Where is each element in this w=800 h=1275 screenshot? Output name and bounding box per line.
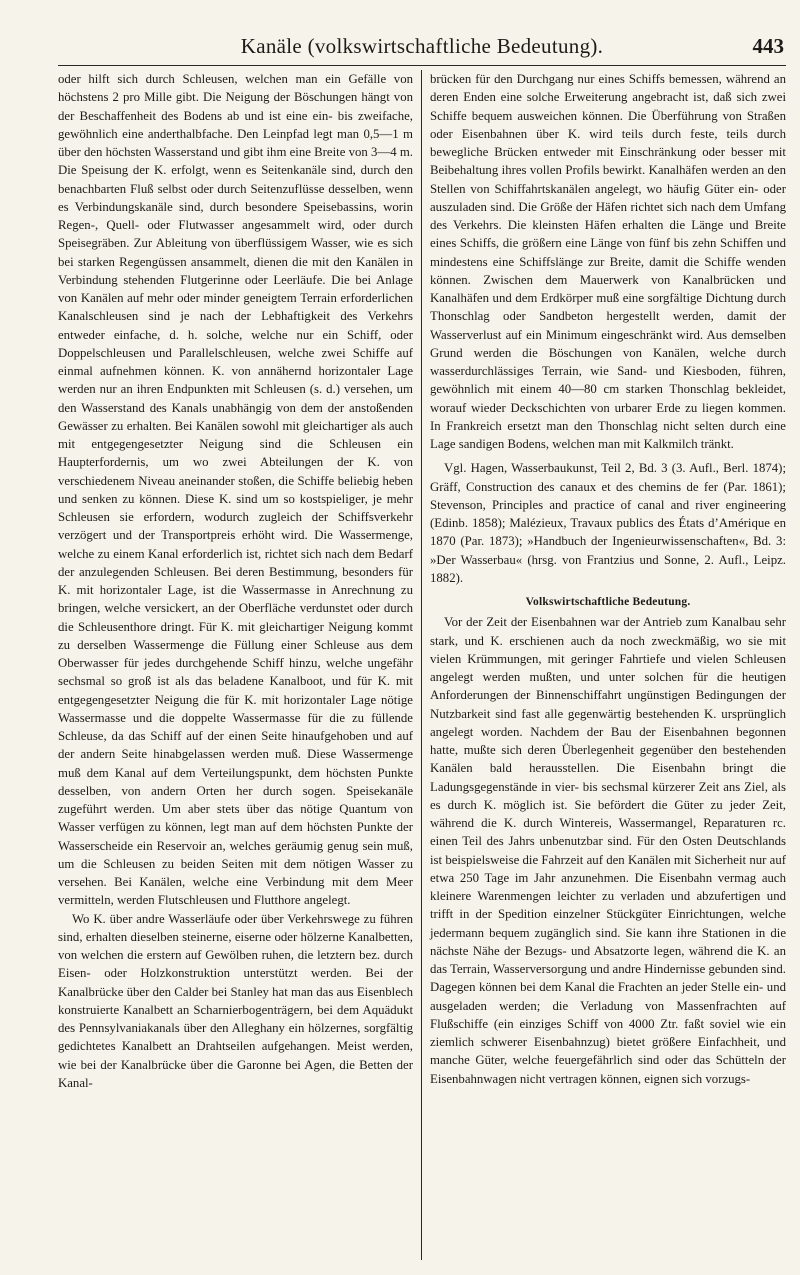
paragraph: brücken für den Durchgang nur eines Schiffs bemessen, während an deren Enden eine solche Erweiterung angebracht ist, daß sich zwei Schiffe bequem ausweichen können. Die Überführung von Straßen oder Eisenbahnen über K. wird teils durch feste, teils durch bewegliche Brücken entweder mit Einschränkung oder besser mit Beibehaltung ihres vollen Profils bewirkt. Kanalhäfen werden an den Stellen von Schiffahrtskanälen angelegt, wo häufig Güter ein- oder auszuladen sind. Die Größe der Häfen richtet sich nach dem Umfang des Verkehrs. Die kleinsten Häfen erhalten die Länge und Breite eines Schiffs, die größern eine Länge von fünf bis zehn Schiffen und mindestens eine Schiffslänge zur Breite, damit die Schiffe wenden können. Zwischen dem Mauerwerk von Kanalbrücken und Kanalhäfen und dem Erdkörper muß eine sorgfältige Dichtung durch Thonschlag oder Sandbeton hergestellt werden, damit der Wasserverlust auf ein Minimum eingeschränkt wird. Aus demselben Grund werden die Böschungen von Kanälen, welche durch wasserdurchlässiges Terrain, wie Sand- und Kiesboden, führen, gewöhnlich mit einem 40—80 cm starken Thonschlag bekleidet, worauf wieder Deckschichten von urbarer Erde zu liegen kommen. In Frankreich ersetzt man den Thonschlag nicht selten durch eine Lage sandigen Bodens, welchen man mit Kalkmilch tränkt. bbox=[430, 72, 786, 451]
text-columns bbox=[58, 70, 786, 1260]
left-column bbox=[58, 70, 422, 1260]
paragraph: Wo K. über andre Wasserläufe oder über Verkehrswege zu führen sind, erhalten dieselben steinerne, eiserne oder hölzerne Kanalbetten, von welchen die erstern auf Gewölben ruhen, die letztern bez. durch Eisen- oder Holzkonstruktion unterstützt werden. Bei der Kanalbrücke über den Calder bei Stanley hat man das aus Eisenblech konstruierte Kanalbett an Scharnierbogenträgern, bei dem Aquädukt des Pennsylvaniakanals über den Alleghany ein hölzernes, sorgfältig gedichtetes Kanalbett an Drahtseilen aufgehangen. Meist werden, wie bei der Kanalbrücke über die Garonne bei Agen, die Betten der Kanal- bbox=[58, 911, 413, 1090]
running-header bbox=[58, 26, 786, 66]
page-title: Kanäle (volkswirtschaftliche Bedeutung). bbox=[240, 34, 604, 58]
paragraph: Vor der Zeit der Eisenbahnen war der Antrieb zum Kanalbau sehr stark, und K. erschienen auch da noch zweckmäßig, wo sie mit vielen Krümmungen, mit geringer Fahrtiefe und vielen Schleusen angelegt werden mußten, und unter solchen für die heutigen Anforderungen der Binnenschiffahrt ungünstigen Bedingungen der Nutzbarkeit sind fast alle gegenwärtig bestehenden K. ursprünglich angelegt worden. Nachdem der Bau der Eisenbahnen begonnen hatte, mußte sich deren Überlegenheit gegenüber den bestehenden Kanälen bald herausstellen. Die Eisenbahn bringt die Ladungsgegenstände in vier- bis sechsmal kürzerer Zeit ans Ziel, als es durch K. möglich ist. Sie befördert die Güter zu jeder Zeit, während die K. durch Wintereis, Wassermangel, Reparaturen rc. einen Teil des Jahrs unbenutzbar sind. Für den Osten Deutschlands ist beispielsweise die Fahrzeit auf den Kanälen mit Sicherheit nur auf etwa 250 Tage im Jahr anzunehmen. Die Eisenbahn vermag auch kleinere Warenmengen leichter zu verladen und abzufertigen und trifft in der Spedition einzelner Stückgüter Einrichtungen, welche jedermann bequem zugänglich sind. Sie kann ihre Stationen in die nächste Nähe der Bezugs- und Absatzorte legen, während die K. an das Terrain, Wasserversorgung und andre Hindernisse gebunden sind. Dagegen können bei dem Kanal die Frachten an jeder Stelle ein- und ausgeladen werden; die Verladung von Massenfrachten auf Flußschiffe (ein einziges Schiff von 4000 Ztr. faßt soviel wie ein ziemlich schwerer Eisenbahnzug) bietet größere Einfachheit, und manche Güter, welche feuergefährlich sind oder das Schütteln der Eisenbahnwagen nicht vertragen können, eignen sich vorzugs- bbox=[430, 615, 786, 1086]
paragraph: oder hilft sich durch Schleusen, welchen man ein Gefälle von höchstens 2 pro Mille gibt. Die Neigung der Böschungen hängt von der Beschaffenheit des Bodens ab und ist eine ein- bis zweifache, gewöhnlich eine anderthalbfache. Den Leinpfad legt man 0,5—1 m über den höchsten Wasserstand und gibt ihm eine Breite von 3—4 m. Die Speisung der K. erfolgt, wenn es Seitenkanäle sind, durch den benachbarten Fluß selbst oder durch Seitenzuflüsse desselben, wenn es Verbindungskanäle sind, durch besondere Speisebassins, worin Regen-, Quell- oder Flutwasser angesammelt wird, oder durch Speisegräben. Zur Ableitung von überflüssigem Wasser, wie es sich bei starken Regengüssen ansammelt, dienen die mit den Kanälen in Verbindung stehenden Flutgerinne oder Leerläufe. Die bei Anlage von Kanälen auf mehr oder minder geneigtem Terrain erforderlichen Kanalschleusen sind je nach der Lebhaftigkeit des Verkehrs entweder einfache, d. h. solche, welche nur ein Schiff, oder Doppelschleusen und Parallelschleusen, welche zwei Schiffe auf einmal aufnehmen können. K. von annähernd horizontaler Lage werden nur an ihren Endpunkten mit Schleusen (s. d.) versehen, um den Wasserstand des Kanals unabhängig von dem der anstoßenden Gewässer zu erhalten. Bei Kanälen sowohl mit gleichartiger als auch mit entgegengesetzter Neigung sind die Schleusen ein Haupterfordernis, um wo zwei Abteilungen der K. von verschiedenem Niveau aneinander stoßen, die Schiffe beliebig heben und senken zu können. Diese K. sind um so kostspieliger, je mehr Schleusen sie erfordern, wodurch zugleich der Schiffsverkehr verzögert und der Transportpreis erhöht wird. Die Wassermenge, welche zu einem Kanal erforderlich ist, richtet sich nach dem Bedarf der anzulegenden Schleusen. Bei deren Bestimmung, besonders für K. mit horizontaler Lage, ist die Wassermasse in Anrechnung zu bringen, welche versickert, an der Oberfläche verdunstet oder durch die Schleusenthore dringt. Für K. mit gleichartiger Neigung kommt zu derselben Wassermenge die Füllung einer Schleuse aus dem Oberwasser für jedes durchgehende Schiff hinzu, welche ungefähr sechsmal so groß ist als das beladene Kanalboot, und für K. mit entgegengesetzter Neigung die für K. mit horizontaler Lage nötige Wassermasse und die doppelte Wassermasse für die zu füllende Schleuse, da das Schiff auf der einen Seite hinaufgehoben und auf der andern Seite hinabgelassen werden muß. Diese Wassermenge muß dem Kanal auf dem Verteilungspunkt, dem höchsten Punkte desselben, von andern Orten her durch sogen. Speisekanäle zugeführt werden. Um aber stets über das nötige Quantum von Wasser verfügen zu können, legt man auf dem höchsten Punkte der Wasserscheide ein Reservoir an, welches geräumig genug sein muß, um die Schleusen zu beiden Seiten mit dem nötigen Wasser zu versehen. Bei Kanälen, welche eine Verbindung mit dem Meer vermitteln, werden Flutschleusen und Flutthore angelegt. bbox=[58, 72, 413, 908]
page-number: 443 bbox=[752, 34, 784, 58]
right-column bbox=[422, 70, 786, 1260]
bibliography-paragraph: Vgl. Hagen, Wasserbaukunst, Teil 2, Bd. 3 (3. Aufl., Berl. 1874); Gräff, Construction des canaux et des chemins de fer (Par. 1861); Stevenson, Principles and practice of canal and river engineering (Edinb. 1858); Malézieux, Travaux publics des États d’Amérique en 1870 (Par. 1873); »Handbuch der Ingenieurwissenschaften«, Bd. 3: »Der Wasserbau« (hrsg. von Frantzius und Sonne, 2. Aufl., Leipz. 1882). bbox=[430, 461, 786, 585]
section-heading: Volkswirtschaftliche Bedeutung. bbox=[525, 596, 691, 608]
